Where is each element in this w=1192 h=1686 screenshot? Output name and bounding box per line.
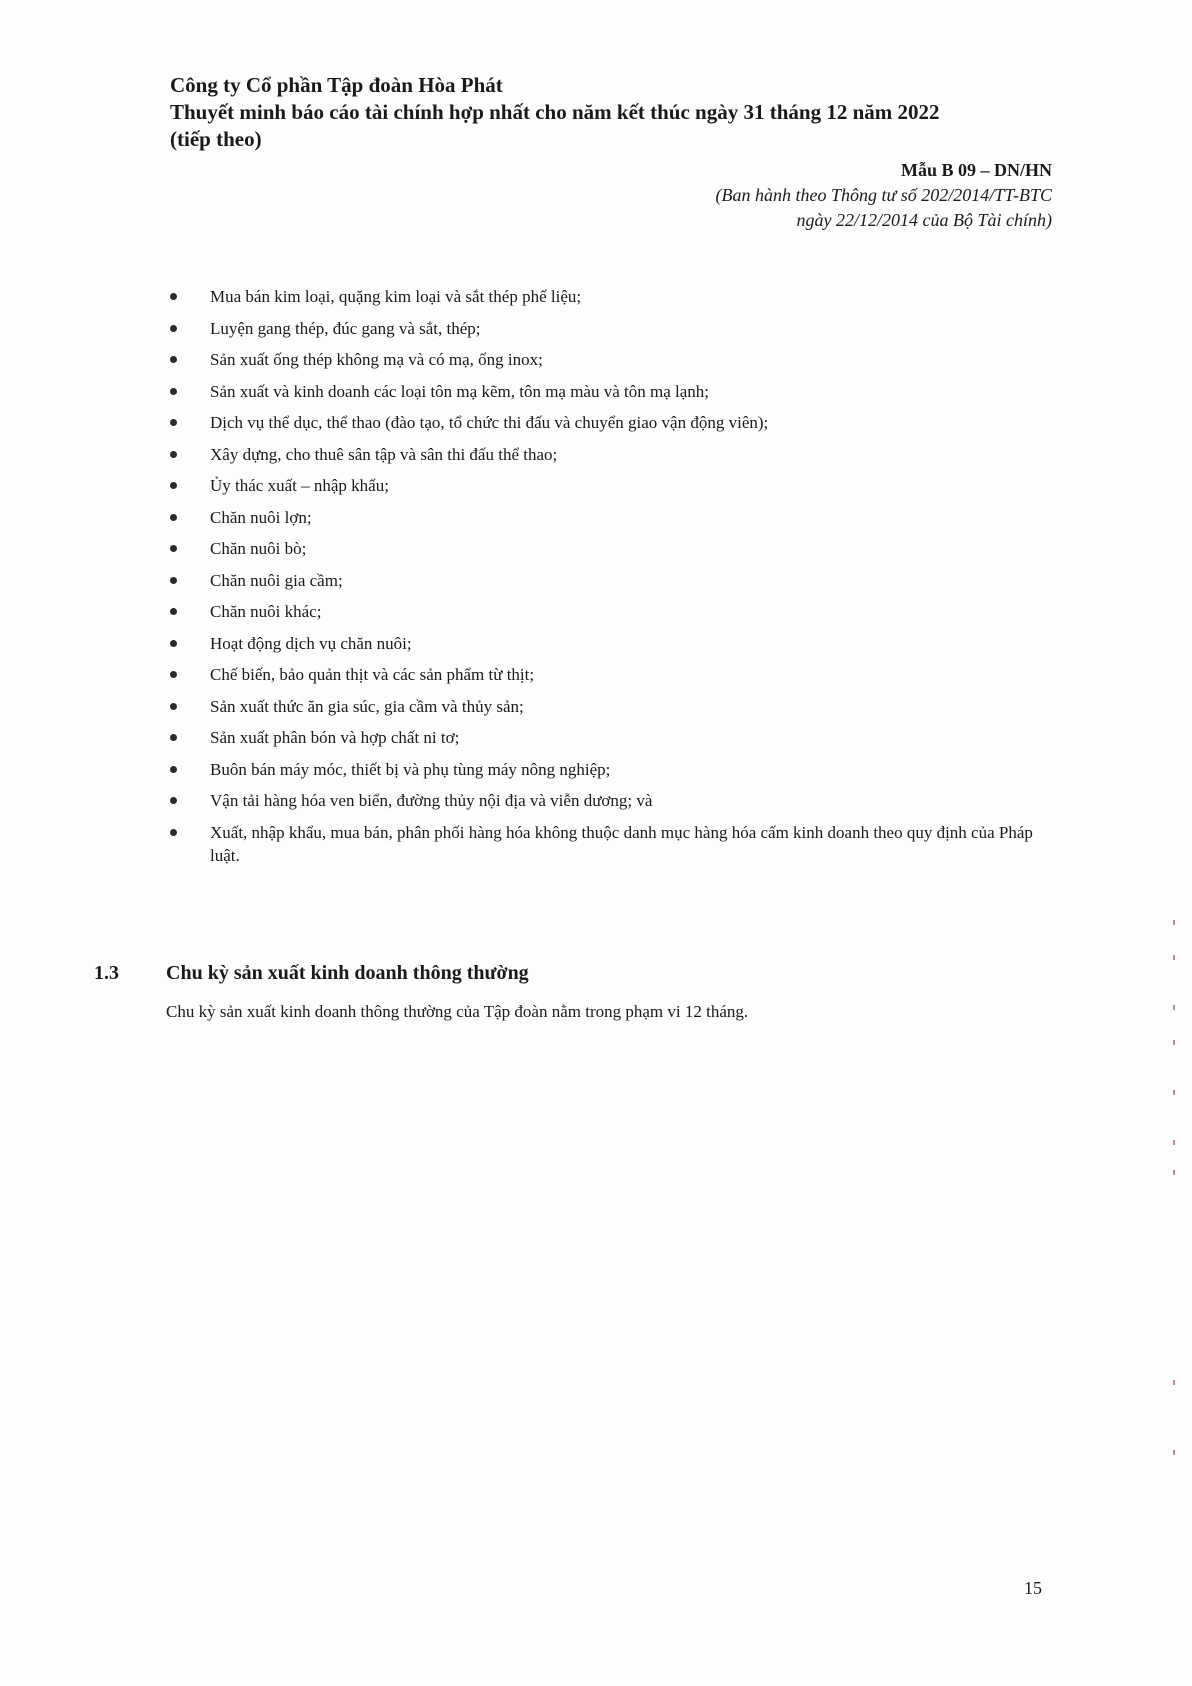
activity-text: Mua bán kim loại, quặng kim loại và sắt thép phế liệu; — [210, 287, 582, 306]
activity-text: Dịch vụ thể dục, thể thao (đào tạo, tổ chức thi đấu và chuyển giao vận động viên); — [210, 413, 769, 432]
activity-list-item — [170, 317, 1050, 340]
bullet-icon — [170, 514, 177, 521]
bullet-icon — [170, 419, 177, 426]
bullet-icon — [170, 356, 177, 363]
activity-list-item — [170, 821, 1050, 867]
bullet-icon — [170, 451, 177, 458]
company-name: Công ty Cổ phần Tập đoàn Hòa Phát — [170, 73, 503, 97]
activity-list-item — [170, 569, 1050, 592]
activity-list-item — [170, 758, 1050, 781]
bullet-icon — [170, 482, 177, 489]
activity-list-item — [170, 348, 1050, 371]
activity-text: Vận tải hàng hóa ven biển, đường thủy nội địa và viễn dương; và — [210, 791, 653, 810]
report-title: Thuyết minh báo cáo tài chính hợp nhất cho năm kết thúc ngày 31 tháng 12 năm 2022 — [170, 100, 940, 124]
activity-text: Sản xuất thức ăn gia súc, gia cầm và thủy sản; — [210, 696, 524, 716]
activity-text: Sản xuất phân bón và hợp chất ni tơ; — [210, 728, 460, 747]
activity-list-item — [170, 600, 1050, 623]
activity-text: Sản xuất và kinh doanh các loại tôn mạ kẽm, tôn mạ màu và tôn mạ lạnh; — [210, 381, 710, 401]
activity-list-item — [170, 411, 1050, 434]
activity-list-item — [170, 506, 1050, 529]
activity-list-item — [170, 726, 1050, 749]
activity-text: Hoạt động dịch vụ chăn nuôi; — [210, 633, 412, 653]
report-continued: (tiếp theo) — [170, 127, 262, 151]
bullet-icon — [170, 703, 177, 710]
activity-list-item — [170, 443, 1050, 466]
page-number: 15 — [1024, 1578, 1042, 1598]
activity-text: Xây dựng, cho thuê sân tập và sân thi đấu thể thao; — [210, 444, 558, 464]
activity-list-item — [170, 380, 1050, 403]
bullet-icon — [170, 608, 177, 615]
activity-text: Chăn nuôi khác; — [210, 602, 322, 621]
activity-text: Luyện gang thép, đúc gang và sắt, thép; — [210, 318, 481, 338]
bullet-icon — [170, 577, 177, 584]
activity-list-item — [170, 632, 1050, 655]
bullet-icon — [170, 734, 177, 741]
form-code: Mẫu B 09 – DN/HN — [900, 160, 1052, 180]
section-number: 1.3 — [94, 962, 119, 984]
bullet-icon — [170, 640, 177, 647]
activity-text: Chế biến, bảo quản thịt và các sản phẩm từ thịt; — [210, 665, 535, 684]
bullet-icon — [170, 388, 177, 395]
activity-text: Chăn nuôi lợn; — [210, 507, 312, 527]
activity-text: Sản xuất ống thép không mạ và có mạ, ống inox; — [210, 350, 543, 369]
bullet-icon — [170, 325, 177, 332]
bullet-icon — [170, 797, 177, 804]
activity-list-item — [170, 695, 1050, 718]
bullet-icon — [170, 293, 177, 300]
activity-text: Chăn nuôi gia cầm; — [210, 570, 343, 590]
bullet-icon — [170, 829, 177, 836]
scan-margin-marks — [1170, 910, 1180, 1470]
business-activities-list — [170, 285, 1050, 875]
bullet-icon — [170, 671, 177, 678]
activity-text: Buôn bán máy móc, thiết bị và phụ tùng máy nông nghiệp; — [210, 759, 611, 779]
activity-list-item — [170, 789, 1050, 812]
form-note-line-2: ngày 22/12/2014 của Bộ Tài chính) — [796, 210, 1052, 230]
form-note-line-1: (Ban hành theo Thông tư số 202/2014/TT-BTC — [715, 185, 1052, 205]
activity-text: Ủy thác xuất – nhập khẩu; — [210, 476, 389, 495]
activity-list-item — [170, 663, 1050, 686]
activity-list-item — [170, 474, 1050, 497]
activity-text: Xuất, nhập khẩu, mua bán, phân phối hàng hóa không thuộc danh mục hàng hóa cấm kinh doanh theo quy định của Pháp luật. — [210, 822, 1033, 865]
activity-text: Chăn nuôi bò; — [210, 539, 307, 558]
bullet-icon — [170, 766, 177, 773]
form-reference — [715, 158, 1052, 233]
bullet-icon — [170, 545, 177, 552]
document-header — [170, 72, 1050, 153]
section-body-text: Chu kỳ sản xuất kinh doanh thông thường của Tập đoàn nằm trong phạm vi 12 tháng. — [166, 1002, 749, 1021]
section-title: Chu kỳ sản xuất kinh doanh thông thường — [166, 962, 529, 984]
activity-list-item — [170, 285, 1050, 308]
activity-list-item — [170, 537, 1050, 560]
